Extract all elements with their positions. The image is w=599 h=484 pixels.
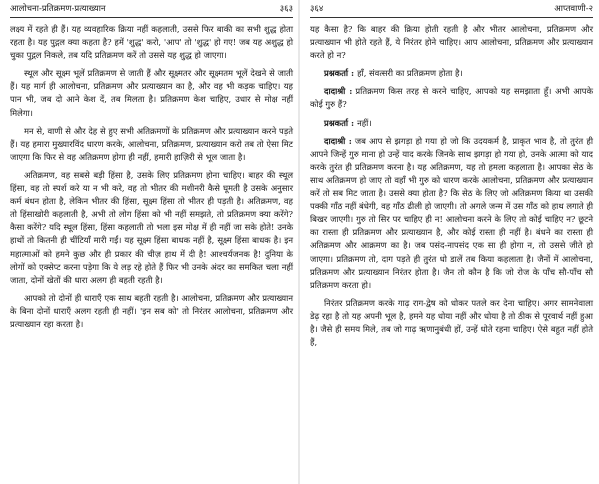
- speaker-label: दादाश्री :: [324, 86, 353, 97]
- left-paragraph-5: आपको तो दोनों ही धाराएँ एक साथ बहती रहती है। आलोचना, प्रतिक्रमण और प्रत्याख्यान के बिना दोनों धाराएँ अलग रहती ही नहीं। 'इन सब को' तो निरंतर आलोचना, प्रतिक्रमण और प्रत्याख्यान रहा करता है।: [10, 292, 293, 329]
- left-paragraph-2: स्थूल और सूक्ष्म भूलें प्रतिक्रमण से जाती हैं और सूक्ष्मतर और सूक्ष्मतम भूलें देखने से जाती हैं। यह मार्ग ही आलोचना, प्रतिक्रमण और प्रत्याख्यान का है, और वह भी कड़क चाहिए। यह पान भी, जब दो आने केश दें, तब मिलता है। प्रतिक्रमण केश चाहिए, उधार से मोक्ष नहीं मिलेगा।: [10, 68, 293, 118]
- left-page: [0, 0, 299, 484]
- dialogue-text: हाँ, संवत्सरी का प्रतिक्रमण होता है।: [357, 68, 463, 79]
- left-running-title: आलोचना-प्रतिक्रमण-प्रत्याख्यान: [10, 4, 106, 14]
- left-paragraph-3: मन से, वाणी से और देह से हुए सभी अतिक्रमणों के प्रतिक्रमण और प्रत्याख्यान करने पड़ते हैं। यह हमारा मुख्यारविंद धारण करके, आलोचना, प्रतिक्रमण, प्रत्याख्यान करो तब तो ऐसा मिट जाएगा कि फिर से वह अतिक्रमण होगा ही नहीं, हमारी हाज़िरी से भूल जाता है।: [10, 125, 293, 162]
- dialogue-text: नहीं।: [357, 117, 372, 128]
- right-page-header: [310, 4, 593, 18]
- dialogue-exchange: [310, 135, 593, 292]
- dialogue-exchange: [310, 85, 593, 111]
- dialogue-text: जब आप से झगड़ा हो गया हो जो कि उदयकर्म है, प्राकृत भाव है, तो तुरंत ही आपने जिन्हें गुरु माना हो उन्हें याद करके जिनके साथ झगड़ा हो गया हो, उनके आत्मा को याद करके तुरंत ही प्रतिक्रमण करना है। यह अतिक्रमण, यह तो हमला कहलाता है। आपका सेठ के साथ अतिक्रमण हो जाए तो वहाँ भी गुरु को धारण करके आलोचना, प्रतिक्रमण और प्रत्याख्यान करें तो सब मिट जाता है। उससे क्या होता है? कि सेठ के लिए जो अतिक्रमण किया था उसकी पक्की गाँठ नहीं बंधेगी, वह गाँठ ढीली हो जाएगी। तो अगले जन्म में उस गाँठ को हाथ लगाते ही बिखर जाएगी। गुरु तो सिर पर चाहिए ही न! आलोचना करने के लिए तो कोई चाहिए न? छूटने का रास्ता ही प्रतिक्रमण और प्रत्याख्यान है, और कोई रास्ता ही नहीं है। बंधने का रास्ता ही अतिक्रमण और आक्रमण का है। जब पसंद-नापसंद एक सा ही होगा न, तो उससे जीते हो जाएगा। प्रतिक्रमण तो, दाग पड़ते ही तुरंत धो डालें तब किया कहलाता है। जैनों में आलोचना, प्रतिक्रमण और प्रत्याख्यान निरंतर होता है। जैन तो कौन है कि जो रोज के पाँच सौ-पाँच सौ प्रतिक्रमण करता हो।: [310, 135, 593, 290]
- right-running-title: आप्तवाणी-२: [554, 4, 593, 14]
- left-paragraph-4: अतिक्रमण, वह सबसे बड़ी हिंसा है, उसके लिए प्रतिक्रमण होना चाहिए। बाहर की स्थूल हिंसा, वह तो स्पर्श करे या न भी करे, वह तो भीतर की मशीनरी कैसे घूमती है उसके अनुसार कर्म बंधन होता है, लेकिन भीतर की हिंसा, सूक्ष्म हिंसा तो भीतर ही पड़ती है। अतिक्रमण, वह तो हिंसाखोरी कहलाती है, अभी तो लोग हिंसा को भी नहीं समझते, तो प्रतिक्रमण क्या करेंगे? कैसा करेंगे? यदि स्थूल हिंसा, हिंसा कहलाती तो भला इस मोक्ष में ही नहीं जा सके होते! उनके हाथों तो कितनी ही चींटियाँ मारी गईं। यह सूक्ष्म हिंसा बाधक नहीं है, सूक्ष्म हिंसा बाधक है। इन महात्माओं को हमने कुछ और ही प्रकार की चीज़ हाथ में दी है! आश्चर्यजनक है! दुनिया के लोगों को एक्सेप्ट करना पड़ेगा कि ये लड़ रहे होते हैं फिर भी उनके अंदर का समकित चला नहीं जाता, दोनों खेतों की धारा अलग ही बहती रहती है।: [10, 169, 293, 285]
- left-paragraph-1: लक्ष्य में रहते ही हैं। यह व्यवहारिक क्रिया नहीं कहलाती, उससे फिर बाकी का सभी शुद्ध होता रहता है। यह पुद्गल क्या कहता है? हमें 'शुद्ध' करो, 'आप' तो 'शुद्ध' हो गए! जब यह अशुद्ध हो चुका पुद्गल निकले, तब यदि प्रतिक्रमण करें तो उससे यह शुद्ध हो जाएगा।: [10, 24, 293, 61]
- speaker-label: प्रश्नकर्ता :: [324, 117, 355, 128]
- speaker-label: दादाश्री :: [324, 135, 352, 146]
- dialogue-text: प्रतिक्रमण किस तरह से करने चाहिए, आपको यह समझाता हूँ। अभी आपके कोई गुरु हैं?: [310, 86, 593, 110]
- left-page-header: [10, 4, 293, 18]
- left-page-number: ३६३: [279, 4, 293, 14]
- dialogue-exchange: [310, 117, 593, 130]
- right-page: [300, 0, 599, 484]
- speaker-label: प्रश्नकर्ता :: [324, 68, 355, 79]
- right-page-number: ३६४: [310, 4, 324, 14]
- right-opening-paragraph: यह कैसा है? कि बाहर की क्रिया होती रहती है और भीतर आलोचना, प्रतिक्रमण और प्रत्याख्यान भी होते रहते हैं, ये निरंतर होने चाहिए। आप आलोचना, प्रतिक्रमण और प्रत्याख्यान करते हो न?: [310, 24, 593, 61]
- right-closing-paragraph: निरंतर प्रतिक्रमण करके गाढ़ राग-द्वेष को धोकर पतले कर देना चाहिए। अगर सामनेवाला डेढ़ रहा है तो यह अपनी भूल है, हमने यह धोया नहीं और धोया है तो ठीक से पूरवार्थ नहीं हुआ है। जैसे ही समय मिले, तब जो गाढ़ ऋणानुबंधी हों, उन्हें धोते रहना चाहिए। ऐसे बहुत नहीं होते हैं,: [310, 297, 593, 348]
- dialogue-exchange: [310, 67, 593, 80]
